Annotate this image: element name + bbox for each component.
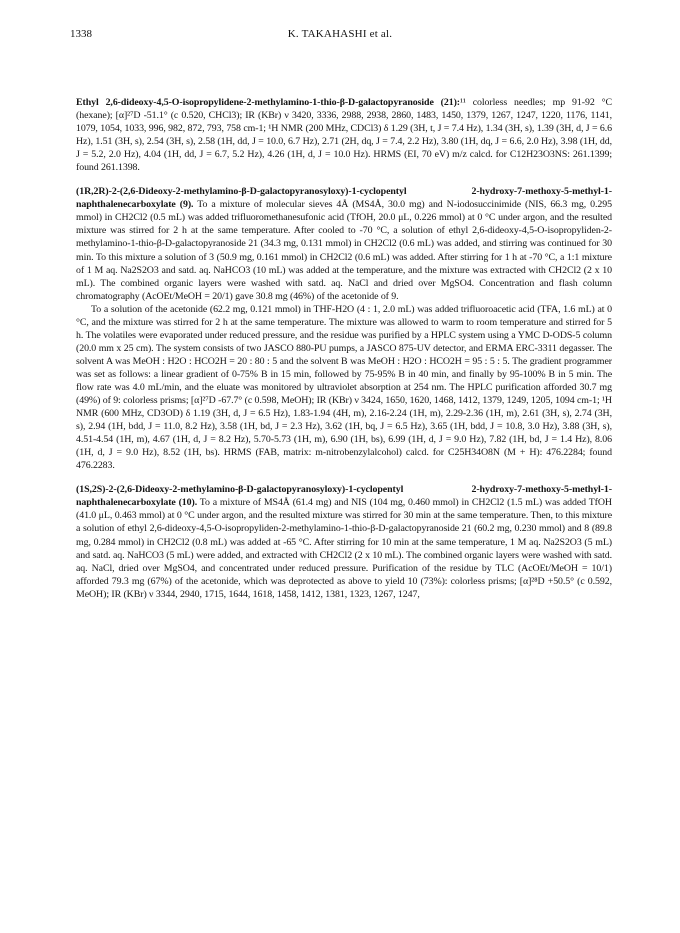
paragraph-text: To a solution of the acetonide (62.2 mg, 0.121 mmol) in THF-H2O (4 : 1, 2.0 mL) was added trifluoroacetic acid (TFA, 1.6 mL) at 0 °C, and the mixture was stirred for 2 h at the same temperature. The mixture was allowed to warm to room temperature and stirred for 5 h. The volatiles were evaporated under reduced pressure, and the residue was purified by a HPLC system using a YMC D-ODS-5 column (20.0 mm x 25 cm). The system consists of two JASCO 880-PU pumps, a JASCO 875-UV detector, and ERMA ERC-3311 degasser. The solvent A was MeOH : H2O : HCO2H = 20 : 80 : 5 and the solvent B was MeOH : H2O : HCO2H = 95 : 5 : 5. The gradient programmer was set as follows: a linear gradient of 0-75% B in 15 min, followed by 75-95% B in 40 min, and finally by 95-100% B in 5 min. The flow rate was 4.0 mL/min, and the eluate was monitored by ultraviolet absorption at 254 nm. The HPLC purification afforded 30.7 mg (49%) of 9: colorless prisms; [α]²⁷D -67.7° (c 0.598, MeOH); IR (KBr) ν 3424, 1650, 1620, 1468, 1412, 1379, 1249, 1205, 1094 cm-1; ¹H NMR (600 MHz, CD3OD) δ 1.19 (3H, d, J = 6.5 Hz), 1.83-1.94 (4H, m), 2.16-2.24 (1H, m), 2.29-2.36 (1H, m), 2.61 (3H, s), 2.74 (3H, s), 2.94 (1H, bdd, J = 11.0, 8.2 Hz), 3.58 (1H, bd, J = 2.3 Hz), 3.62 (1H, bq, J = 6.5 Hz), 3.65 (1H, bdd, J = 10.8, 3.0 Hz), 3.88 (3H, s), 4.51-4.54 (1H, m), 4.67 (1H, d, J = 8.2 Hz), 5.70-5.73 (1H, m), 6.90 (1H, bs), 6.99 (1H, d, J = 9.0 Hz), 7.82 (1H, bd, J = 1.4 Hz), 8.06 (1H, d, J = 9.0 Hz), 8.52 (1H, bs). HRMS (FAB, matrix: m-nitrobenzylalcohol) calcd. for C25H34O8N (M + H): 476.2284; found 476.2283. xyxy=(76,303,612,472)
paragraph-compound-9 xyxy=(76,185,612,302)
paragraph-compound-21 xyxy=(76,96,612,174)
page-header xyxy=(70,28,610,44)
paragraph-deprotection xyxy=(76,303,612,473)
paragraph-compound-10 xyxy=(76,483,612,600)
compound-title: (1S,2S)-2-(2,6-Dideoxy-2-methylamino-β-D-galactopyranosyloxy)-1-cyclopentyl 2-hydroxy-7-methoxy-5-methyl-1-naphthalenecarboxylate (10). xyxy=(76,484,612,509)
article-body xyxy=(76,96,612,601)
paragraph-text: To a mixture of molecular sieves 4Å (MS4Å, 30.0 mg) and N-iodosuccinimide (NIS, 66.3 mg, 0.295 mmol) in CH2Cl2 (0.5 mL) was added trifluoromethanesufonic acid (TfOH, 20.0 μL, 0.226 mmol) at 0 °C under argon, and the resulted mixture was stirred for 2 h at the same temperature. After cooled to -70 °C, a solution of ethyl 2,6-dideoxy-4,5-O-isopropyliden-2-methylamino-1-thio-β-D-galactopyranoside 21 (34.3 mg, 0.131 mmol) in CH2Cl2 (0.6 mL) was added, and stirring was continued for 30 min. To this mixture a solution of 3 (50.9 mg, 0.161 mmol) in CH2Cl2 (0.6 mL) was added. After stirring for 1 h at -70 °C, a 1:1 mixture of 1 M aq. Na2S2O3 and satd. aq. NaHCO3 (10 mL) was added at the temperature, and the mixture was extracted with CH2Cl2 (2 x 10 mL). The combined organic layers were washed with satd. aq. NaCl and dried over MgSO4. Concentration and flash column chromatography (AcOEt/MeOH = 20/1) gave 30.8 mg (46%) of the acetonide of 9. xyxy=(76,199,612,302)
paragraph-text: To a mixture of MS4Å (61.4 mg) and NIS (104 mg, 0.460 mmol) in CH2Cl2 (1.5 mL) was added TfOH (41.0 μL, 0.463 mmol) at 0 °C under argon, and the resulted mixture was stirred for 30 min at the same temperature. Then, to this mixture a solution of ethyl 2,6-dideoxy-4,5-O-isopropyliden-2-methylamino-1-thio-β-D-galactopyranoside 21 (60.2 mg, 0.230 mmol) and 8 (89.8 mg, 0.284 mmol) in CH2Cl2 (0.8 mL) was added at -65 °C. After stirring for 10 min at the same temperature, 1 M aq. Na2S2O3 (5 mL) and satd. aq. NaHCO3 (5 mL) were added, and extracted with CH2Cl2 (2 x 10 mL). The combined organic layers were washed with satd. aq. NaCl, dried over MgSO4, and concentrated under reduced pressure. Purification of the residue by TLC (AcOEt/MeOH = 10/1) afforded 79.3 mg (67%) of the acetonide, which was deprotected as above to yield 10 (73%): colorless prisms; [α]²⁸D +50.5° (c 0.592, MeOH); IR (KBr) ν 3344, 2940, 1715, 1644, 1618, 1458, 1412, 1381, 1323, 1267, 1247, xyxy=(76,497,612,600)
compound-title: (1R,2R)-2-(2,6-Dideoxy-2-methylamino-β-D-galactopyranosyloxy)-1-cyclopentyl 2-hydroxy-7-methoxy-5-methyl-1-naphthalenecarboxylate (9). xyxy=(76,186,612,211)
compound-title: Ethyl 2,6-dideoxy-4,5-O-isopropylidene-2-methylamino-1-thio-β-D-galactopyranoside (21): xyxy=(76,97,461,108)
page-number: 1338 xyxy=(70,28,92,40)
paragraph-text: ¹¹ colorless needles; mp 91-92 °C (hexane); [α]²⁷D -51.1° (c 0.520, CHCl3); IR (KBr) ν 3420, 3336, 2988, 2938, 2860, 1483, 1450, 1379, 1267, 1247, 1220, 1176, 1141, 1079, 1054, 1033, 996, 982, 872, 793, 758 cm-1; ¹H NMR (200 MHz, CDCl3) δ 1.29 (3H, t, J = 7.4 Hz), 1.34 (3H, s), 1.39 (3H, d, J = 6.6 Hz), 1.51 (3H, s), 2.54 (3H, s), 2.58 (1H, dd, J = 10.0, 6.7 Hz), 2.71 (2H, dq, J = 7.4, 2.2 Hz), 3.80 (1H, dq, J = 6.6, 2.0 Hz), 3.98 (1H, dd, J = 5.2, 2.0 Hz), 4.04 (1H, dd, J = 6.7, 5.2 Hz), 4.26 (1H, d, J = 10.0 Hz). HRMS (EI, 70 eV) m/z calcd. for C12H23O3NS: 261.1399; found 261.1398. xyxy=(76,97,612,174)
running-head: K. TAKAHASHI et al. xyxy=(287,28,393,40)
